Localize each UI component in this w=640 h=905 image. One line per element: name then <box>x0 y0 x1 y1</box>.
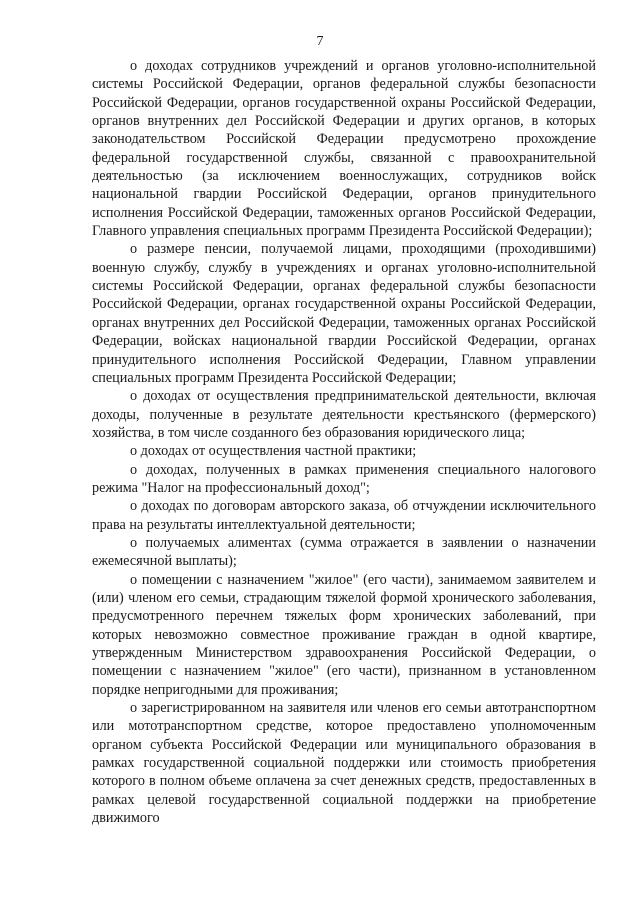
paragraph-alimony: о получаемых алиментах (сумма отражается в заявлении о назначении ежемесячной выплаты); <box>92 534 596 570</box>
paragraph-copyright-contract-income: о доходах по договорам авторского заказа, об отчуждении исключительного права на результаты интеллектуальной деятельности; <box>92 498 596 533</box>
paragraph-residential-premises: о помещении с назначением "жилое" (его части), занимаемом заявителем и (или) членом его семьи, страдающим тяжелой формой хронического заболевания, предусмотренного перечнем тяжелых форм хронических заболеваний, при которых невозможно совместное проживание граждан в одной квартире, утвержденным Министерством здравоохранения Российской Федерации, о помещении с назначением "жилое" (его части), признанном в установленном порядке непригодными для проживания; <box>92 571 596 698</box>
paragraph-income-penitentiary-staff: о доходах сотрудников учреждений и органов уголовно-исполнительной системы Российской Федерации, органов федеральной службы безопасности Российской Федерации, органов государственной охраны Российской Федерации, органов внутренних дел Российской Федерации и других органов, в которых законодательством Российской Федерации предусмотрено прохождение федеральной государственной службы, связанной с правоохранительной деятельностью (за исключением военнослужащих, сотрудников войск национальной гвардии Российской Федерации, органов принудительного исполнения Российской Федерации, таможенных органов Российской Федерации, Главного управления специальных программ Президента Российской Федерации); <box>92 58 596 240</box>
paragraph-pension-amount: о размере пенсии, получаемой лицами, проходящими (проходившими) военную службу, службу в учреждениях и органах уголовно-исполнительной системы Российской Федерации, органах федеральной службы безопасности Российской Федерации, органах государственной охраны Российской Федерации, органах внутренних дел Российской Федерации, таможенных органах Российской Федерации, войсках национальной гвардии Российской Федерации, органах принудительного исполнения Российской Федерации, Главном управлении специальных программ Президента Российской Федерации; <box>92 241 596 386</box>
paragraph-registered-vehicle: о зарегистрированном на заявителя или членов его семьи автотранспортном или мототранспортном средстве, которое предоставлено уполномоченным органом субъекта Российской Федерации или муниципального образования в рамках государственной социальной поддержки или стоимость приобретения которого в полном объеме оплачена за счет денежных средств, предоставленных в рамках целевой государственной социальной поддержки на приобретение движимого <box>92 700 596 827</box>
paragraph-private-practice-income: о доходах от осуществления частной практики; <box>130 443 417 460</box>
page-number: 7 <box>316 34 324 49</box>
paragraph-business-income: о доходах от осуществления предпринимательской деятельности, включая доходы, полученные в результате деятельности крестьянского (фермерского) хозяйства, в том числе созданного без образования юридического лица; <box>92 388 596 441</box>
document-body <box>92 57 596 827</box>
paragraph-self-employed-tax-income: о доходах, полученных в рамках применения специального налогового режима "Налог на профессиональный доход"; <box>92 461 596 496</box>
